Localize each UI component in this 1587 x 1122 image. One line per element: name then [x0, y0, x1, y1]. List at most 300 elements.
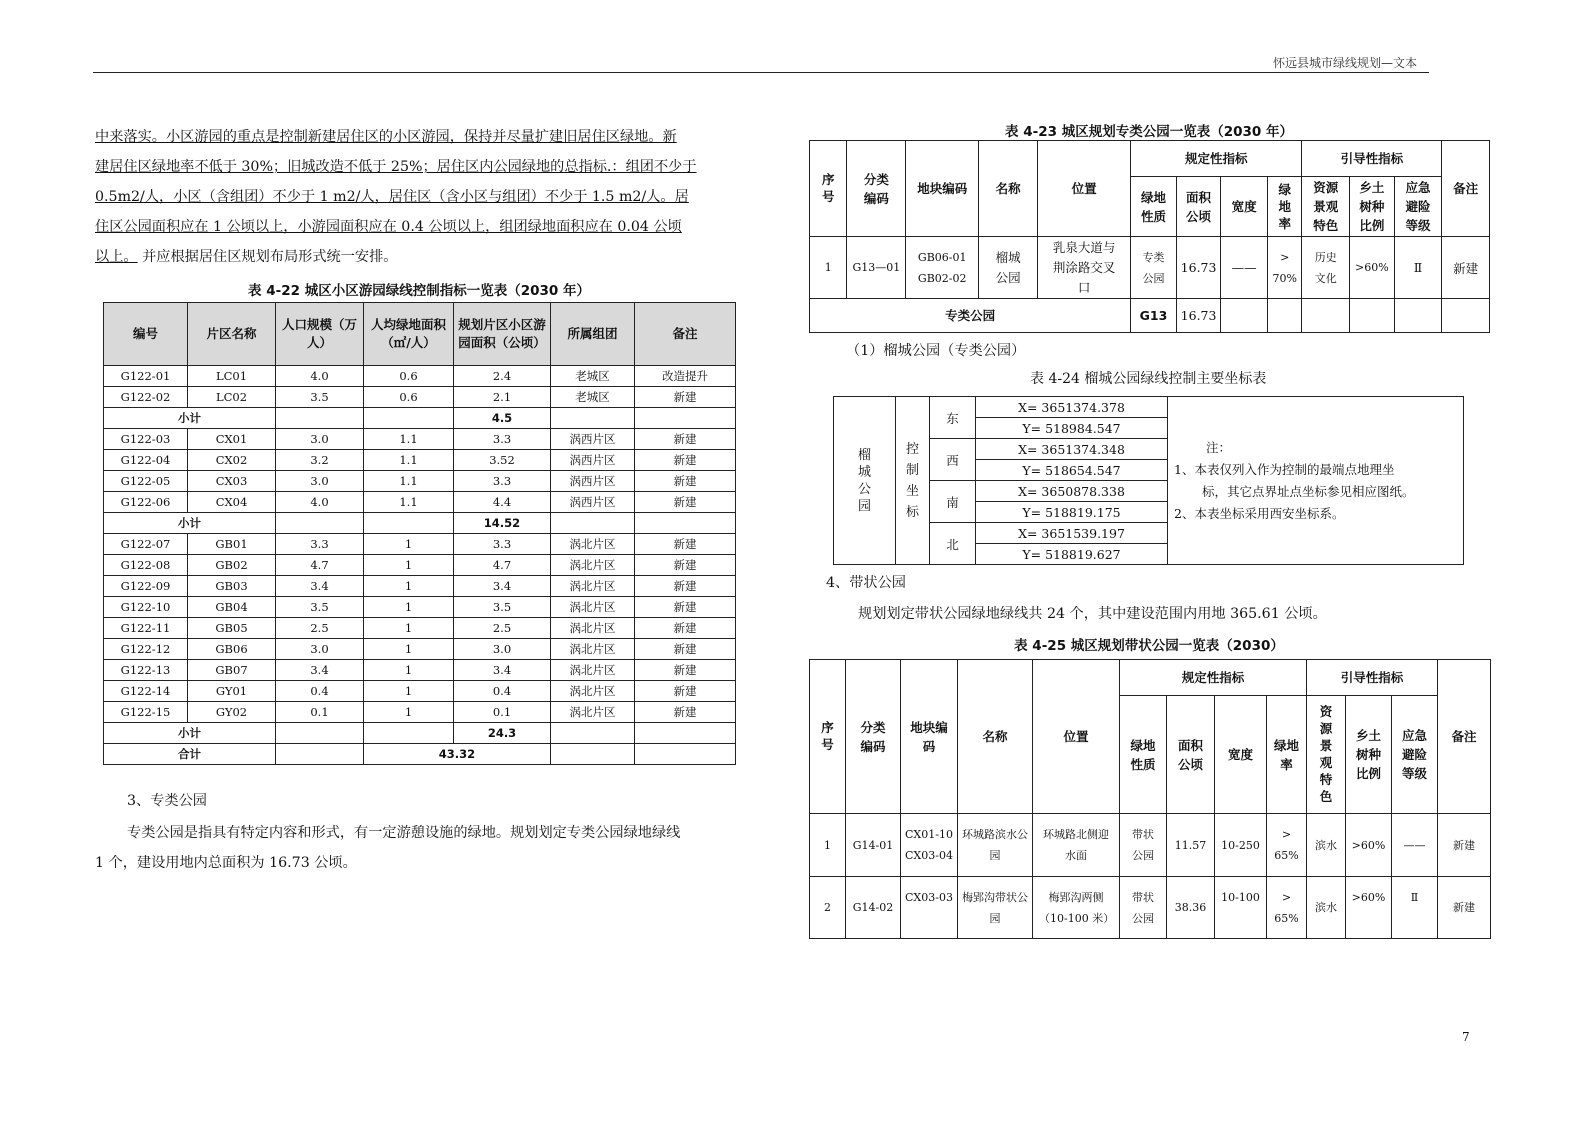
table22-cell: 新建: [635, 660, 736, 681]
table22-cell: 涡西片区: [551, 471, 635, 492]
table24-coord: X= 3650878.338: [976, 481, 1168, 502]
table23-cell: Ⅱ: [1394, 237, 1442, 299]
table22-cell: 小计: [104, 408, 276, 429]
table22-cell: 新建: [635, 471, 736, 492]
table22-cell: 4.5: [454, 408, 551, 429]
table22-cell: 老城区: [551, 387, 635, 408]
table22-cell: 3.0: [276, 429, 364, 450]
table22-cell: GB02: [188, 555, 276, 576]
table23-header-cell: [1394, 177, 1442, 237]
intro-paragraph: [95, 122, 745, 272]
table-row: [104, 366, 736, 387]
table25-header-row: [810, 660, 1491, 696]
table25-cell: 新建: [1438, 814, 1491, 877]
table25-header-cell: [1167, 696, 1215, 814]
table24-park-cell: [834, 397, 896, 565]
table22-cell: 涡北片区: [551, 639, 635, 660]
table23-h-nature: 绿地性质: [1140, 189, 1166, 224]
table24-coord: Y= 518819.627: [976, 544, 1168, 565]
table22-cell: CX01: [188, 429, 276, 450]
table25-header-cell: [810, 660, 846, 814]
table22-cell: 涡北片区: [551, 660, 635, 681]
table23-h-note: 备注: [1442, 141, 1490, 237]
table22-cell: 0.4: [454, 681, 551, 702]
table23-cell: ——: [1221, 237, 1268, 299]
table22-cell: 3.3: [454, 429, 551, 450]
table22-cell: G122-01: [104, 366, 188, 387]
table22-cell: G122-14: [104, 681, 188, 702]
table24-coord: Y= 518654.547: [976, 460, 1168, 481]
table22-cell: 4.7: [454, 555, 551, 576]
table22-cell: [635, 723, 736, 744]
table22-cell: GY01: [188, 681, 276, 702]
table22-cell: 1: [364, 555, 454, 576]
table25-cell: G14-01: [846, 814, 901, 877]
table22-cell: [551, 744, 635, 765]
table25-cell: >60%: [1346, 877, 1392, 939]
table25-cell: [958, 814, 1033, 877]
table23-cell: [979, 237, 1038, 299]
table24-direction: 南: [930, 481, 976, 523]
table22-header-cell: 规划片区小区游园面积（公顷）: [454, 303, 551, 366]
table25-h-width: 宽度: [1215, 696, 1267, 814]
table23-h-seq: 序号: [821, 172, 835, 204]
table22-cell: CX04: [188, 492, 276, 513]
table22-cell: 涡北片区: [551, 702, 635, 723]
table22-cell: CX03: [188, 471, 276, 492]
table25-cell: [901, 814, 958, 877]
table22-cell: [276, 513, 364, 534]
table25-cell: ——: [1392, 814, 1438, 877]
table25-h-emerg: 应急避险等级: [1402, 728, 1428, 781]
table22-cell: 1.1: [364, 471, 454, 492]
table25-cell: 2: [810, 877, 846, 939]
table22-cell: 涡西片区: [551, 429, 635, 450]
table22-cell: 2.5: [276, 618, 364, 639]
table22-cell: [276, 408, 364, 429]
table25-cell: Ⅱ: [1392, 877, 1438, 939]
table-row: [104, 534, 736, 555]
table25-cell: 滨水: [1307, 814, 1346, 877]
table22-cell: 3.4: [454, 660, 551, 681]
table23-header-row: [810, 141, 1490, 177]
table22-cell: 4.0: [276, 366, 364, 387]
table25-caption: 表 4-25 城区规划带状公园一览表（2030）: [1014, 638, 1284, 654]
table23-cell: 新建: [1442, 237, 1490, 299]
table23-h-plot: 地块编码: [906, 141, 979, 237]
table-row: [104, 513, 736, 534]
table22-cell: 1: [364, 534, 454, 555]
table23-plot: GB02-02: [917, 271, 967, 285]
table22-cell: 2.4: [454, 366, 551, 387]
table25-h-reg: 规定性指标: [1120, 660, 1307, 696]
table22-cell: 新建: [635, 450, 736, 471]
table25-name: 环城路滨水公园: [962, 828, 1028, 862]
intro-line: 中来落实。小区游园的重点是控制新建居住区的小区游园，保持并尽量扩建旧居住区绿地。新: [95, 129, 677, 145]
table23-cell: [1302, 299, 1350, 333]
table23-cell: 16.73: [1176, 237, 1221, 299]
table24-direction: 东: [930, 397, 976, 439]
table23-cell: [1267, 299, 1301, 333]
table23-cell: [1394, 299, 1442, 333]
table24-coord: Y= 518819.175: [976, 502, 1168, 523]
table25-rate-value: 65%: [1274, 911, 1299, 925]
table22-cell: 涡北片区: [551, 576, 635, 597]
table-row: [104, 492, 736, 513]
table23-cell: [1442, 299, 1490, 333]
table23-cell: G13—01: [847, 237, 906, 299]
table25-h-note: 备注: [1438, 660, 1491, 814]
table25-h-nature: 绿地性质: [1130, 737, 1156, 772]
table22-cell: 老城区: [551, 366, 635, 387]
table22-cell: 涡北片区: [551, 534, 635, 555]
table23-h-tree: 乡土树种比例: [1359, 180, 1385, 233]
table22-header-cell: 人均绿地面积（㎡/人）: [364, 303, 454, 366]
table22-cell: 新建: [635, 681, 736, 702]
table22-cell: 2.5: [454, 618, 551, 639]
table22-cell: G122-06: [104, 492, 188, 513]
table25-nature: 带状公园: [1132, 890, 1154, 925]
table22-cell: 合计: [104, 744, 276, 765]
table25-cell: [958, 877, 1033, 939]
table25-header-cell: [901, 660, 958, 814]
table22-cell: 1.1: [364, 429, 454, 450]
table22-header-cell: 编号: [104, 303, 188, 366]
table23-nature: 专类公园: [1142, 250, 1165, 285]
table23-cell: [1302, 237, 1350, 299]
table25-location: 环城路北侧迎水面: [1043, 828, 1109, 862]
table23-header-cell: [1350, 177, 1395, 237]
table22-cell: 小计: [104, 513, 276, 534]
table22-cell: [276, 723, 364, 744]
table23-h-width: 宽度: [1221, 177, 1268, 237]
table25-h-name: 名称: [958, 660, 1033, 814]
table22-cell: 43.32: [364, 744, 551, 765]
section4-title: 4、带状公园: [826, 575, 906, 591]
intro-line: [95, 242, 745, 272]
table-row: [834, 397, 1464, 418]
table22-cell: 新建: [635, 639, 736, 660]
table-row: [104, 597, 736, 618]
table23-total-area: 16.73: [1176, 299, 1221, 333]
table22-cell: 14.52: [454, 513, 551, 534]
table22-cell: LC02: [188, 387, 276, 408]
table22-cell: [364, 723, 454, 744]
table25-header-cell: [1267, 696, 1307, 814]
table22-cell: 涡北片区: [551, 681, 635, 702]
table22-header-row: [104, 303, 736, 366]
table25: [809, 659, 1491, 939]
section3-paragraph: [95, 818, 755, 878]
table22-cell: 0.6: [364, 387, 454, 408]
table22-cell: 0.4: [276, 681, 364, 702]
table-row: [810, 877, 1491, 939]
intro-text: 并应根据居住区规划布局形式统一安排。: [137, 249, 398, 265]
table23-cell: [1131, 237, 1177, 299]
table-row: [810, 237, 1490, 299]
table25-name: 梅郢沟带状公园: [962, 890, 1028, 925]
table22-cell: 3.5: [454, 597, 551, 618]
table25-nature: 带状公园: [1132, 828, 1154, 862]
table25-plot: CX01-10: [905, 828, 953, 841]
table25-rate-sign: >: [1281, 890, 1292, 904]
table23-h-area: 面积公顷: [1186, 189, 1212, 224]
table-row: [104, 408, 736, 429]
table24-coord: X= 3651374.348: [976, 439, 1168, 460]
table-row: [104, 387, 736, 408]
table22-cell: 新建: [635, 534, 736, 555]
table22-cell: LC01: [188, 366, 276, 387]
table22-cell: 1.1: [364, 450, 454, 471]
section3-line: 1 个，建设用地内总面积为 16.73 公顷。: [95, 855, 357, 871]
table23-h-type: 分类编码: [863, 171, 889, 206]
table25-cell: 38.36: [1167, 877, 1215, 939]
table25-rate-sign: >: [1281, 828, 1292, 841]
table25-cell: G14-02: [846, 877, 901, 939]
table22-cell: G122-04: [104, 450, 188, 471]
table25-cell: 10-100: [1215, 877, 1267, 939]
table22-cell: 1: [364, 618, 454, 639]
table22-cell: 新建: [635, 492, 736, 513]
table22-cell: 涡西片区: [551, 450, 635, 471]
table22-cell: G122-03: [104, 429, 188, 450]
table22-cell: 0.1: [276, 702, 364, 723]
table22-cell: 涡北片区: [551, 597, 635, 618]
table24-coord: X= 3651374.378: [976, 397, 1168, 418]
table22-cell: 3.3: [454, 471, 551, 492]
table22-cell: [635, 744, 736, 765]
table22-cell: 4.4: [454, 492, 551, 513]
table25-h-plot: 地块编码: [910, 719, 948, 754]
table22-cell: 1.1: [364, 492, 454, 513]
table24-caption: 表 4-24 榴城公园绿线控制主要坐标表: [1030, 371, 1267, 387]
table22-cell: 24.3: [454, 723, 551, 744]
table23-cell: [1221, 299, 1268, 333]
table22-cell: 3.52: [454, 450, 551, 471]
table22-cell: G122-07: [104, 534, 188, 555]
section3-title: 3、专类公园: [127, 793, 207, 809]
table24-category: 控制坐标: [905, 441, 919, 520]
table23-header-cell: [1267, 177, 1301, 237]
table24-park: 榴城公园: [857, 447, 871, 514]
table25-h-rate: 绿地率: [1273, 737, 1299, 772]
table22-cell: [635, 513, 736, 534]
table24-direction: 北: [930, 523, 976, 565]
table22-cell: G122-02: [104, 387, 188, 408]
table25-h-loc: 位置: [1033, 660, 1120, 814]
table22-cell: [276, 744, 364, 765]
table23-total-row: [810, 299, 1490, 333]
table22-cell: [635, 408, 736, 429]
table25-h-area: 面积公顷: [1177, 737, 1203, 772]
table23-cell: 1: [810, 237, 847, 299]
section4-text: 规划划定带状公园绿地绿线共 24 个，其中建设范围内用地 365.61 公顷。: [858, 606, 1327, 622]
table22-cell: G122-08: [104, 555, 188, 576]
table24-coord: Y= 518984.547: [976, 418, 1168, 439]
table23-total-code: G13: [1131, 299, 1177, 333]
table25-h-guide: 引导性指标: [1307, 660, 1438, 696]
table23-total-label: 专类公园: [810, 299, 1131, 333]
table22-header-cell: 所属组团: [551, 303, 635, 366]
table22-cell: 涡西片区: [551, 492, 635, 513]
table22-cell: 1: [364, 597, 454, 618]
table22-cell: 3.5: [276, 387, 364, 408]
table25-cell: [1267, 814, 1307, 877]
table22-cell: 新建: [635, 702, 736, 723]
table-row: [104, 618, 736, 639]
table25-cell: 滨水: [1307, 877, 1346, 939]
table22-header-cell: 人口规模（万人）: [276, 303, 364, 366]
table25-h-seq: 序号: [821, 720, 834, 752]
table-row: [104, 660, 736, 681]
table25-cell: [1120, 814, 1167, 877]
table22-cell: G122-15: [104, 702, 188, 723]
table22-cell: GB05: [188, 618, 276, 639]
table25-header-cell: [1307, 696, 1346, 814]
table-row: [104, 681, 736, 702]
table-row: [104, 429, 736, 450]
table22: [103, 302, 736, 765]
table23-cell: >60%: [1350, 237, 1395, 299]
table22-cell: GB03: [188, 576, 276, 597]
table23-header-cell: [810, 141, 847, 237]
table25-h-tree: 乡土树种比例: [1356, 728, 1382, 781]
table25-cell: 10-250: [1215, 814, 1267, 877]
table22-cell: 3.4: [276, 660, 364, 681]
table22-caption: 表 4-22 城区小区游园绿线控制指标一览表（2030 年）: [248, 283, 590, 299]
table22-cell: G122-05: [104, 471, 188, 492]
table24-note-title: 注：: [1206, 439, 1232, 455]
table22-header-cell: 备注: [635, 303, 736, 366]
table22-cell: GB04: [188, 597, 276, 618]
table23-location: 乳泉大道与荆涂路交叉口: [1052, 239, 1116, 295]
table25-cell: [1120, 877, 1167, 939]
table22-cell: 3.4: [454, 576, 551, 597]
intro-line: 建居住区绿地率不低于 30%；旧城改造不低于 25%；居住区内公园绿地的总指标.：组团不少于: [95, 159, 697, 175]
table25-h-res: 资源景观特色: [1319, 704, 1333, 804]
table24-note-cell: [1168, 397, 1464, 565]
table24-cat-cell: [896, 397, 930, 565]
table22-cell: CX02: [188, 450, 276, 471]
table22-cell: 新建: [635, 597, 736, 618]
table-row: [104, 555, 736, 576]
table24-direction: 西: [930, 439, 976, 481]
table23-rate-value: 70%: [1272, 271, 1297, 285]
table25-cell: [1033, 877, 1120, 939]
table22-cell: 3.4: [276, 576, 364, 597]
table23-header-cell: [847, 141, 906, 237]
table23-header-cell: [1302, 177, 1350, 237]
table22-cell: 3.0: [276, 639, 364, 660]
table25-cell: [1267, 877, 1307, 939]
table22-cell: G122-13: [104, 660, 188, 681]
table22-cell: 新建: [635, 618, 736, 639]
table25-cell: 新建: [1438, 877, 1491, 939]
table25-h-type: 分类编码: [860, 719, 886, 754]
table22-cell: 0.1: [454, 702, 551, 723]
table23-plot: GB06-01: [917, 250, 967, 264]
page-number: 7: [1462, 1030, 1470, 1044]
table22-cell: GB06: [188, 639, 276, 660]
table23-header-cell: [1131, 177, 1177, 237]
table23-cell: [906, 237, 979, 299]
table22-cell: 3.0: [276, 471, 364, 492]
table23-park-name: 榴城公园: [995, 249, 1021, 285]
subsection-1-title: （1）榴城公园（专类公园）: [846, 343, 1026, 359]
table-row: [810, 814, 1491, 877]
table24-note: 1、本表仅列入作为控制的最端点地理坐: [1174, 461, 1395, 477]
table23-feature: 历史文化: [1314, 250, 1337, 285]
table22-cell: 0.6: [364, 366, 454, 387]
table22-cell: 3.0: [454, 639, 551, 660]
table22-cell: G122-12: [104, 639, 188, 660]
table25-cell: 11.57: [1167, 814, 1215, 877]
table22-cell: G122-11: [104, 618, 188, 639]
table22-cell: 3.5: [276, 597, 364, 618]
table22-cell: [551, 513, 635, 534]
table22-cell: [364, 408, 454, 429]
table24-note: 2、本表坐标采用西安坐标系。: [1174, 505, 1345, 521]
table23: [809, 140, 1490, 333]
table25-cell: [1033, 814, 1120, 877]
table25-cell: 1: [810, 814, 846, 877]
table25-cell: >60%: [1346, 814, 1392, 877]
table22-cell: 涡北片区: [551, 618, 635, 639]
table25-header-cell: [1346, 696, 1392, 814]
table22-cell: 1: [364, 681, 454, 702]
table-row: [104, 702, 736, 723]
table22-cell: GB01: [188, 534, 276, 555]
header-rule: [93, 72, 1429, 73]
table22-cell: 改造提升: [635, 366, 736, 387]
table22-cell: 2.1: [454, 387, 551, 408]
section3-title-block: [127, 786, 747, 816]
table22-cell: G122-10: [104, 597, 188, 618]
table22-cell: 1: [364, 660, 454, 681]
table-row: [104, 450, 736, 471]
section4-title-block: [826, 568, 1426, 598]
table23-h-emerg: 应急避险等级: [1405, 180, 1431, 233]
table23-h-reg: 规定性指标: [1131, 141, 1302, 177]
table25-header-cell: [1120, 696, 1167, 814]
table22-cell: G122-09: [104, 576, 188, 597]
table22-cell: 3.3: [276, 534, 364, 555]
table24: [833, 396, 1464, 565]
table22-cell: 新建: [635, 555, 736, 576]
table25-plot: CX03-04: [905, 849, 953, 862]
table23-h-loc: 位置: [1037, 141, 1130, 237]
table23-h-guide: 引导性指标: [1302, 141, 1442, 177]
section3-line: 专类公园是指具有特定内容和形式，有一定游憩设施的绿地。规划划定专类公园绿地绿线: [127, 825, 681, 841]
table23-h-rate: 绿地率: [1278, 181, 1291, 231]
table23-rate-sign: >: [1280, 250, 1290, 264]
table-row: [104, 576, 736, 597]
table-row: [104, 639, 736, 660]
table22-cell: [551, 723, 635, 744]
table22-cell: 新建: [635, 576, 736, 597]
table22-cell: 小计: [104, 723, 276, 744]
intro-line: 0.5m2/人，小区（含组团）不少于 1 m2/人，居住区（含小区与组团）不少于 1.5 m2/人。居: [95, 189, 689, 205]
table-row: [104, 744, 736, 765]
table-row: [104, 471, 736, 492]
table22-cell: 1: [364, 702, 454, 723]
table25-location: 梅郢沟两侧（10-100 米）: [1039, 890, 1115, 925]
header-title: 怀远县城市绿线规划—文本: [1272, 56, 1417, 70]
table25-cell: CX03-03: [901, 877, 958, 939]
table-row: [104, 723, 736, 744]
table22-cell: 3.2: [276, 450, 364, 471]
table23-caption: 表 4-23 城区规划专类公园一览表（2030 年）: [1005, 124, 1293, 140]
